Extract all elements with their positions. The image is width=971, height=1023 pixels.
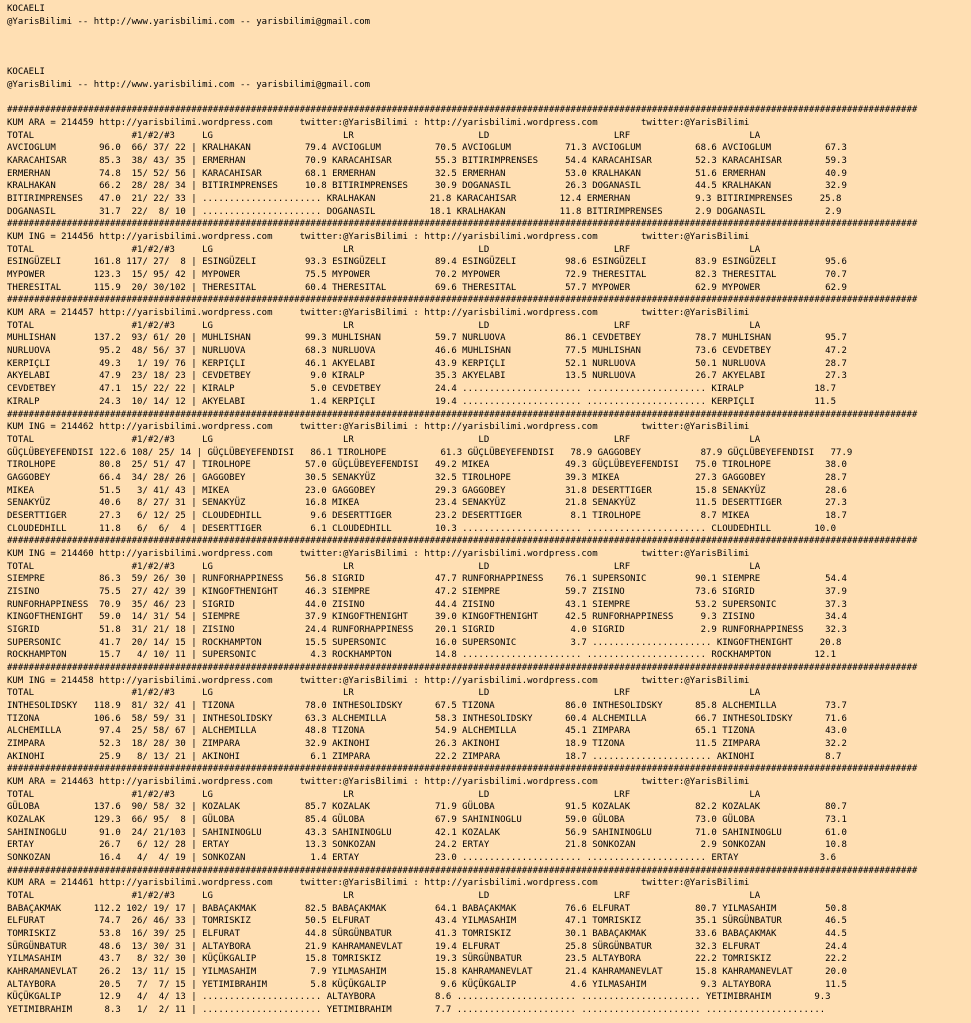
horse-row: CEVDETBEY 47.1 15/ 22/ 22 | KIRALP 5.0 CEVDETBEY 24.4 ...................... ...................... KIRALP 18.7 [7,384,837,395]
horse-row: MUHLISHAN 137.2 93/ 61/ 20 | MUHLISHAN 99.3 MUHLISHAN 59.7 NURLUOVA 86.1 CEVDETBEY 78.7 MUHLISHAN 95.7 [7,333,847,344]
horse-row: DOGANASIL 31.7 22/ 8/ 10 | ...................... DOGANASIL 18.1 KRALHAKAN 11.8 BITIRIMPRENSES 2.9 DOGANASIL 2.9 [7,206,842,217]
horse-row: KRALHAKAN 66.2 28/ 28/ 34 | BITIRIMPRENSES 10.8 BITIRIMPRENSES 30.9 DOGANASIL 26.3 DOGANASIL 44.5 KRALHAKAN 32.9 [7,181,847,192]
horse-row: ERTAY 26.7 6/ 12/ 28 | ERTAY 13.3 SONKOZAN 24.2 ERTAY 21.8 SONKOZAN 2.9 SONKOZAN 10.8 [7,840,847,851]
horse-row: SÜRGÜNBATUR 48.6 13/ 30/ 31 | ALTAYBORA 21.9 KAHRAMANEVLAT 19.4 ELFURAT 25.8 SÜRGÜNBATUR 32.3 ELFURAT 24.4 [7,941,847,952]
section-divider: ######################################################################################################################################################################## [7,662,918,673]
horse-row: YILMASAHIM 43.7 8/ 32/ 30 | KÜÇÜKGALIP 15.8 TOMRISKIZ 19.3 SÜRGÜNBATUR 23.5 ALTAYBORA 22.2 TOMRISKIZ 22.2 [7,954,847,965]
horse-row: ERMERHAN 74.8 15/ 52/ 56 | KARACAHISAR 68.1 ERMERHAN 32.5 ERMERHAN 53.0 KRALHAKAN 51.6 ERMERHAN 40.9 [7,168,847,179]
horse-row: KINGOFTHENIGHT 59.0 14/ 31/ 54 | SIEMPRE 37.9 KINGOFTHENIGHT 39.0 KINGOFTHENIGHT 42.5 RUNFORHAPPINESS 9.3 ZISINO 34.4 [7,612,847,623]
horse-row: CLOUDEDHILL 11.8 6/ 6/ 4 | DESERTTIGER 6.1 CLOUDEDHILL 10.3 ...................... ...................... CLOUDEDHILL 10.0 [7,523,837,534]
horse-row: TIROLHOPE 80.8 25/ 51/ 47 | TIROLHOPE 57.0 GÜÇLÜBEYEFENDISI 49.2 MIKEA 49.3 GÜÇLÜBEYEFENDISI 75.0 TIROLHOPE 38.0 [7,460,847,471]
race-header: KUM ING = 214462 http://yarisbilimi.wordpress.com twitter:@YarisBilimi : http://yarisbilimi.wordpress.com twitter:@YarisBilimi [7,422,750,433]
horse-row: SIEMPRE 86.3 59/ 26/ 30 | RUNFORHAPPINESS 56.8 SIGRID 47.7 RUNFORHAPPINESS 76.1 SUPERSONIC 90.1 SIEMPRE 54.4 [7,574,847,585]
horse-row: SIGRID 51.8 31/ 21/ 18 | ZISINO 24.4 RUNFORHAPPINESS 20.1 SIGRID 4.0 SIGRID 2.9 RUNFORHAPPINESS 32.3 [7,624,847,635]
race-header: KUM ING = 214458 http://yarisbilimi.wordpress.com twitter:@YarisBilimi : http://yarisbilimi.wordpress.com twitter:@YarisBilimi [7,675,750,686]
blank-line [7,54,971,67]
horse-row: KÜÇÜKGALIP 12.9 4/ 4/ 13 | ...................... ALTAYBORA 8.6 ...................... ...................... YETIMIBRAHIM 9.3 [7,992,831,1003]
horse-row: SAHININOGLU 91.0 24/ 21/103 | SAHININOGLU 43.3 SAHININOGLU 42.1 KOZALAK 56.9 SAHININOGLU 71.0 SAHININOGLU 61.0 [7,827,847,838]
section-divider: ######################################################################################################################################################################## [7,219,918,230]
horse-row: TIZONA 106.6 58/ 59/ 31 | INTHESOLIDSKY 63.3 ALCHEMILLA 58.3 INTHESOLIDSKY 60.4 ALCHEMILLA 66.7 INTHESOLIDSKY 71.6 [7,713,847,724]
horse-row: NURLUOVA 95.2 48/ 56/ 37 | NURLUOVA 68.3 NURLUOVA 46.6 MUHLISHAN 77.5 MUHLISHAN 73.6 CEVDETBEY 47.2 [7,346,847,357]
site-credit: @YarisBilimi -- http://www.yarisbilimi.com -- yarisbilimi@gmail.com [7,16,371,27]
horse-row: ELFURAT 74.7 26/ 46/ 33 | TOMRISKIZ 50.5 ELFURAT 43.4 YILMASAHIM 47.1 TOMRISKIZ 35.1 SÜRGÜNBATUR 46.5 [7,916,847,927]
column-header: TOTAL #1/#2/#3 LG LR LD LRF LA [7,320,761,331]
race-header: KUM ING = 214460 http://yarisbilimi.wordpress.com twitter:@YarisBilimi : http://yarisbilimi.wordpress.com twitter:@YarisBilimi [7,548,750,559]
blank-line [7,28,971,41]
horse-row: THERESITAL 115.9 20/ 30/102 | THERESITAL 60.4 THERESITAL 69.6 THERESITAL 57.7 MYPOWER 62.9 MYPOWER 62.9 [7,282,847,293]
column-header: TOTAL #1/#2/#3 LG LR LD LRF LA [7,130,761,141]
section-divider: ######################################################################################################################################################################## [7,295,918,306]
horse-row: DESERTTIGER 27.3 6/ 12/ 25 | CLOUDEDHILL 9.6 DESERTTIGER 23.2 DESERTTIGER 8.1 TIROLHOPE 8.7 MIKEA 18.7 [7,510,847,521]
horse-row: ZISINO 75.5 27/ 42/ 39 | KINGOFTHENIGHT 46.3 SIEMPRE 47.2 SIEMPRE 59.7 ZISINO 73.6 SIGRID 37.9 [7,586,847,597]
horse-row: SENAKYÜZ 40.6 8/ 27/ 31 | SENAKYÜZ 16.8 MIKEA 23.4 SENAKYÜZ 21.8 SENAKYÜZ 11.5 DESERTTIGER 27.3 [7,498,847,509]
section-divider: ######################################################################################################################################################################## [7,536,918,547]
section-divider: ######################################################################################################################################################################## [7,105,918,116]
horse-row: KARACAHISAR 85.3 38/ 43/ 35 | ERMERHAN 70.9 KARACAHISAR 55.3 BITIRIMPRENSES 54.4 KARACAHISAR 52.3 KARACAHISAR 59.3 [7,156,847,167]
horse-row: ALTAYBORA 20.5 7/ 7/ 15 | YETIMIBRAHIM 5.8 KÜÇÜKGALIP 9.6 KÜÇÜKGALIP 4.6 YILMASAHIM 9.3 ALTAYBORA 11.5 [7,979,847,990]
column-header: TOTAL #1/#2/#3 LG LR LD LRF LA [7,561,761,572]
section-divider: ######################################################################################################################################################################## [7,764,918,775]
blank-line [7,92,971,105]
section-divider: ######################################################################################################################################################################## [7,865,918,876]
race-header: KUM ING = 214456 http://yarisbilimi.wordpress.com twitter:@YarisBilimi : http://yarisbilimi.wordpress.com twitter:@YarisBilimi [7,232,750,243]
blank-line [7,41,971,54]
horse-row: KOZALAK 129.3 66/ 95/ 8 | GÜLOBA 85.4 GÜLOBA 67.9 SAHININOGLU 59.0 GÜLOBA 73.0 GÜLOBA 73.1 [7,815,847,825]
site-credit: @YarisBilimi -- http://www.yarisbilimi.com -- yarisbilimi@gmail.com [7,80,371,91]
horse-row: SUPERSONIC 41.7 20/ 14/ 15 | ROCKHAMPTON 15.5 SUPERSONIC 16.0 SUPERSONIC 3.7 ...................... KINGOFTHENIGHT 20.8 [7,637,842,648]
horse-row: GÜÇLÜBEYEFENDISI 122.6 108/ 25/ 14 | GÜÇLÜBEYEFENDISI 86.1 TIROLHOPE 61.3 GÜÇLÜBEYEFENDISI 78.9 GAGGOBEY 87.9 GÜÇLÜBEYEFENDISI 77.9 [7,447,853,458]
section-divider: ######################################################################################################################################################################## [7,409,918,420]
horse-row: GÜLOBA 137.6 90/ 58/ 32 | KOZALAK 85.7 KOZALAK 71.9 GÜLOBA 91.5 KOZALAK 82.2 KOZALAK 80.7 [7,802,847,813]
location-title: KOCAELI [7,4,45,14]
column-header: TOTAL #1/#2/#3 LG LR LD LRF LA [7,789,761,800]
horse-row: MIKEA 51.5 3/ 41/ 43 | MIKEA 23.0 GAGGOBEY 29.3 GAGGOBEY 31.8 DESERTTIGER 15.8 SENAKYÜZ 28.6 [7,485,847,496]
horse-row: KAHRAMANEVLAT 26.2 13/ 11/ 15 | YILMASAHIM 7.9 YILMASAHIM 15.8 KAHRAMANEVLAT 21.4 KAHRAMANEVLAT 15.8 KAHRAMANEVLAT 20.0 [7,967,847,978]
column-header: TOTAL #1/#2/#3 LG LR LD LRF LA [7,891,761,902]
horse-row: AKYELABI 47.9 23/ 18/ 23 | CEVDETBEY 9.0 KIRALP 35.3 AKYELABI 13.5 NURLUOVA 26.7 AKYELABI 27.3 [7,371,847,382]
horse-row: AVCIOGLUM 96.0 66/ 37/ 22 | KRALHAKAN 79.4 AVCIOGLUM 70.5 AVCIOGLUM 71.3 AVCIOGLUM 68.6 AVCIOGLUM 67.3 [7,143,847,154]
race-header: KUM ARA = 214461 http://yarisbilimi.wordpress.com twitter:@YarisBilimi : http://yarisbilimi.wordpress.com twitter:@YarisBilimi [7,878,750,889]
horse-row: BABAÇAKMAK 112.2 102/ 19/ 17 | BABAÇAKMAK 82.5 BABAÇAKMAK 64.1 BABAÇAKMAK 76.6 ELFURAT 80.7 YILMASAHIM 50.8 [7,903,847,914]
race-header: KUM ARA = 214457 http://yarisbilimi.wordpress.com twitter:@YarisBilimi : http://yarisbilimi.wordpress.com twitter:@YarisBilimi [7,308,750,319]
horse-row: ZIMPARA 52.3 18/ 28/ 30 | ZIMPARA 32.9 AKINOHI 26.3 AKINOHI 18.9 TIZONA 11.5 ZIMPARA 32.2 [7,738,847,749]
column-header: TOTAL #1/#2/#3 LG LR LD LRF LA [7,688,761,699]
race-header: KUM ARA = 214459 http://yarisbilimi.wordpress.com twitter:@YarisBilimi : http://yarisbilimi.wordpress.com twitter:@YarisBilimi [7,118,750,129]
horse-row: AKINOHI 25.9 8/ 13/ 21 | AKINOHI 6.1 ZIMPARA 22.2 ZIMPARA 18.7 ...................... AKINOHI 8.7 [7,751,842,762]
horse-row: GAGGOBEY 66.4 34/ 28/ 26 | GAGGOBEY 30.5 SENAKYÜZ 32.5 TIROLHOPE 39.3 MIKEA 27.3 GAGGOBEY 28.7 [7,472,847,483]
horse-row: ESINGÜZELI 161.8 117/ 27/ 8 | ESINGÜZELI 93.3 ESINGÜZELI 89.4 ESINGÜZELI 98.6 ESINGÜZELI 83.9 ESINGÜZELI 95.6 [7,257,847,268]
horse-row: INTHESOLIDSKY 118.9 81/ 32/ 41 | TIZONA 78.0 INTHESOLIDSKY 67.5 TIZONA 86.0 INTHESOLIDSKY 85.8 ALCHEMILLA 73.7 [7,700,847,711]
horse-row: KERPIÇLI 49.3 1/ 19/ 76 | KERPIÇLI 46.1 AKYELABI 43.9 KERPIÇLI 52.1 NURLUOVA 50.1 NURLUOVA 28.7 [7,358,847,369]
horse-row: BITIRIMPRENSES 47.0 21/ 22/ 33 | ...................... KRALHAKAN 21.8 KARACAHISAR 12.4 ERMERHAN 9.3 BITIRIMPRENSES 25.8 [7,194,842,205]
race-header: KUM ARA = 214463 http://yarisbilimi.wordpress.com twitter:@YarisBilimi : http://yarisbilimi.wordpress.com twitter:@YarisBilimi [7,776,750,787]
horse-row: RUNFORHAPPINESS 70.9 35/ 46/ 23 | SIGRID 44.0 ZISINO 44.4 ZISINO 43.1 SIEMPRE 53.2 SUPERSONIC 37.3 [7,599,847,610]
horse-row: ROCKHAMPTON 15.7 4/ 10/ 11 | SUPERSONIC 4.3 ROCKHAMPTON 14.8 ...................... ...................... ROCKHAMPTON 12.1 [7,650,837,661]
location-title: KOCAELI [7,67,45,78]
horse-row: YETIMIBRAHIM 8.3 1/ 2/ 11 | ...................... YETIMIBRAHIM 7.7 ...................... ...................... ...................... [7,1005,826,1016]
horse-row: SONKOZAN 16.4 4/ 4/ 19 | SONKOZAN 1.4 ERTAY 23.0 ...................... ...................... ERTAY 3.6 [7,853,837,864]
horse-row: KIRALP 24.3 10/ 14/ 12 | AKYELABI 1.4 KERPIÇLI 19.4 ...................... ...................... KERPIÇLI 11.5 [7,396,837,407]
horse-row: MYPOWER 123.3 15/ 95/ 42 | MYPOWER 75.5 MYPOWER 70.2 MYPOWER 72.9 THERESITAL 82.3 THERESITAL 70.7 [7,270,847,281]
column-header: TOTAL #1/#2/#3 LG LR LD LRF LA [7,244,761,255]
horse-row: ALCHEMILLA 97.4 25/ 58/ 67 | ALCHEMILLA 48.8 TIZONA 54.9 ALCHEMILLA 45.1 ZIMPARA 65.1 TIZONA 43.0 [7,726,847,737]
column-header: TOTAL #1/#2/#3 LG LR LD LRF LA [7,434,761,445]
horse-row: TOMRISKIZ 53.8 16/ 39/ 25 | ELFURAT 44.8 SÜRGÜNBATUR 41.3 TOMRISKIZ 30.1 BABAÇAKMAK 33.6 BABAÇAKMAK 44.5 [7,929,847,940]
